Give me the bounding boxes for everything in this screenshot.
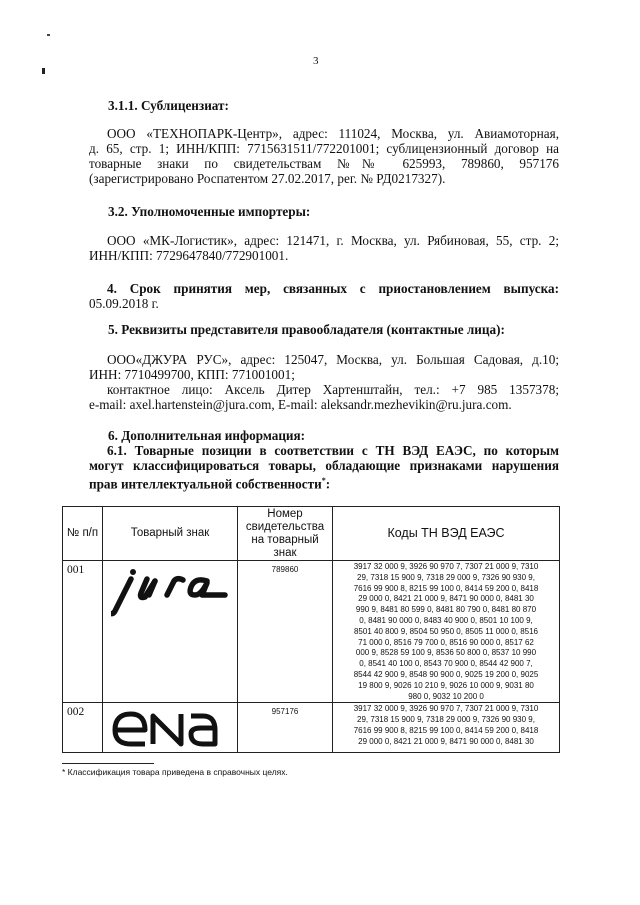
code-line: 3917 32 000 9, 3926 90 970 7, 7307 21 000 9, 7310 bbox=[353, 562, 539, 571]
text-line: контактное лицо: Аксель Дитер Хартенштайн, тел.: +7 985 1357378; bbox=[107, 382, 559, 397]
hs-codes-cell bbox=[333, 703, 560, 753]
text-fragment: : bbox=[325, 476, 331, 492]
section-body-5 bbox=[89, 352, 559, 412]
text-line: д. 65, стр. 1; ИНН/КПП: 7715631511/772201001; сублицензионный договор на bbox=[89, 141, 559, 156]
scan-speck bbox=[42, 68, 45, 74]
text-line: ИНН/КПП: 7729647840/772901001. bbox=[89, 248, 289, 263]
section-body-3-2 bbox=[89, 233, 559, 263]
code-line: 7616 99 900 8, 8215 99 100 0, 8414 59 200 0, 8418 bbox=[353, 725, 539, 735]
code-line: 29 000 0, 8421 21 000 9, 8471 90 000 0, 8481 30 bbox=[358, 594, 534, 604]
jura-logo-icon bbox=[111, 569, 231, 619]
text-fragment: прав интеллектуальной собственности bbox=[89, 476, 322, 492]
section-heading-5: 5. Реквизиты представителя правообладателя (контактные лица): bbox=[108, 322, 505, 337]
section-heading-3-2: 3.2. Уполномоченные импортеры: bbox=[108, 204, 311, 219]
code-line: 29 000 0, 8421 21 000 9, 8471 90 000 0, 8481 30 bbox=[358, 736, 534, 746]
table-header-row bbox=[63, 507, 560, 561]
certificate-number: 789860 bbox=[238, 561, 333, 703]
table-row bbox=[63, 703, 560, 753]
section-heading-3-1-1: 3.1.1. Сублицензиат: bbox=[108, 98, 229, 113]
text-line: ООО «МК-Логистик», адрес: 121471, г. Москва, ул. Рябиновая, 55, стр. 2; bbox=[107, 233, 559, 248]
footnote-divider bbox=[62, 763, 154, 764]
text-line: (зарегистрировано Роспатентом 27.02.2017, рег. № РД0217327). bbox=[89, 171, 446, 186]
text-line: ООО «ТЕХНОПАРК-Центр», адрес: 111024, Москва, ул. Авиамоторная, bbox=[107, 126, 559, 141]
code-line: 19 800 9, 9026 10 210 9, 9026 10 000 9, 9031 80 bbox=[358, 680, 534, 690]
code-line: 7616 99 900 8, 8215 99 100 0, 8414 59 200 0, 8418 bbox=[353, 583, 539, 593]
header-num: № п/п bbox=[63, 507, 103, 561]
code-line: 8544 42 900 9, 8548 90 900 0, 9025 19 200 0, 9025 bbox=[353, 669, 539, 679]
certificate-number: 957176 bbox=[238, 703, 333, 753]
trademark-logo-jura bbox=[103, 561, 238, 703]
section-4 bbox=[89, 281, 559, 311]
footnote-marker: * bbox=[321, 476, 326, 485]
text-line bbox=[89, 473, 559, 491]
text-line: товарные знаки по свидетельствам №№ 625993, 789860, 957176 bbox=[89, 156, 559, 171]
trademark-logo-ena bbox=[103, 703, 238, 753]
scan-speck bbox=[47, 34, 50, 36]
code-line: 990 9, 8481 80 599 0, 8481 80 790 0, 8481 80 870 bbox=[355, 605, 537, 615]
code-line: 29, 7318 15 900 9, 7318 29 000 9, 7326 90 930 9, bbox=[357, 715, 535, 725]
code-line: 29, 7318 15 900 9, 7318 29 000 9, 7326 90 930 9, bbox=[357, 572, 535, 582]
section-heading-6: 6. Дополнительная информация: bbox=[108, 428, 306, 443]
code-line: 8501 40 800 9, 8504 50 950 0, 8505 11 000 0, 8516 bbox=[353, 626, 539, 636]
text-line: e-mail: axel.hartenstein@jura.com, E-mail: aleksandr.mezhevikin@ru.jura.com. bbox=[89, 397, 512, 412]
header-trademark: Товарный знак bbox=[103, 507, 238, 561]
text-line: 6.1. Товарные позиции в соответствии с ТН ВЭД ЕАЭС, по которым bbox=[107, 443, 559, 458]
code-line: 3917 32 000 9, 3926 90 970 7, 7307 21 000 9, 7310 bbox=[353, 704, 539, 714]
code-line: 0, 8541 40 100 0, 8543 70 900 0, 8544 42 900 7, bbox=[359, 659, 533, 669]
ena-logo-icon bbox=[111, 708, 221, 750]
section-6-1 bbox=[89, 443, 559, 491]
text-line: ООО«ДЖУРА РУС», адрес: 125047, Москва, ул. Большая Садовая, д.10; bbox=[107, 352, 559, 367]
text-line: 05.09.2018 г. bbox=[89, 296, 159, 311]
section-body-3-1-1 bbox=[89, 126, 559, 186]
page-number: 3 bbox=[313, 55, 319, 67]
hs-codes-cell bbox=[333, 561, 560, 703]
code-line: 000 9, 8528 59 100 9, 8536 50 800 0, 8537 10 990 bbox=[355, 648, 537, 658]
header-codes: Коды ТН ВЭД ЕАЭС bbox=[333, 507, 560, 561]
footnote: * Классификация товара приведена в справочных целях. bbox=[62, 767, 288, 777]
code-line: 980 0, 9032 10 200 0 bbox=[408, 691, 484, 701]
row-number: 001 bbox=[63, 561, 103, 703]
row-number: 002 bbox=[63, 703, 103, 753]
text-line: ИНН: 7710499700, КПП: 771001001; bbox=[89, 367, 295, 382]
header-certificate: Номер свидетельства на товарный знак bbox=[238, 507, 333, 561]
trademark-table bbox=[62, 506, 560, 753]
table-row bbox=[63, 561, 560, 703]
text-line: могут классифицироваться товары, обладающие признаками нарушения bbox=[89, 458, 559, 473]
code-line: 71 000 0, 8516 79 700 0, 8516 90 000 0, 8517 62 bbox=[358, 637, 534, 647]
code-line: 0, 8481 90 000 0, 8483 40 900 0, 8501 10 100 9, bbox=[359, 615, 533, 625]
section-heading-4: 4. Срок принятия мер, связанных с приостановлением выпуска: bbox=[107, 281, 559, 296]
